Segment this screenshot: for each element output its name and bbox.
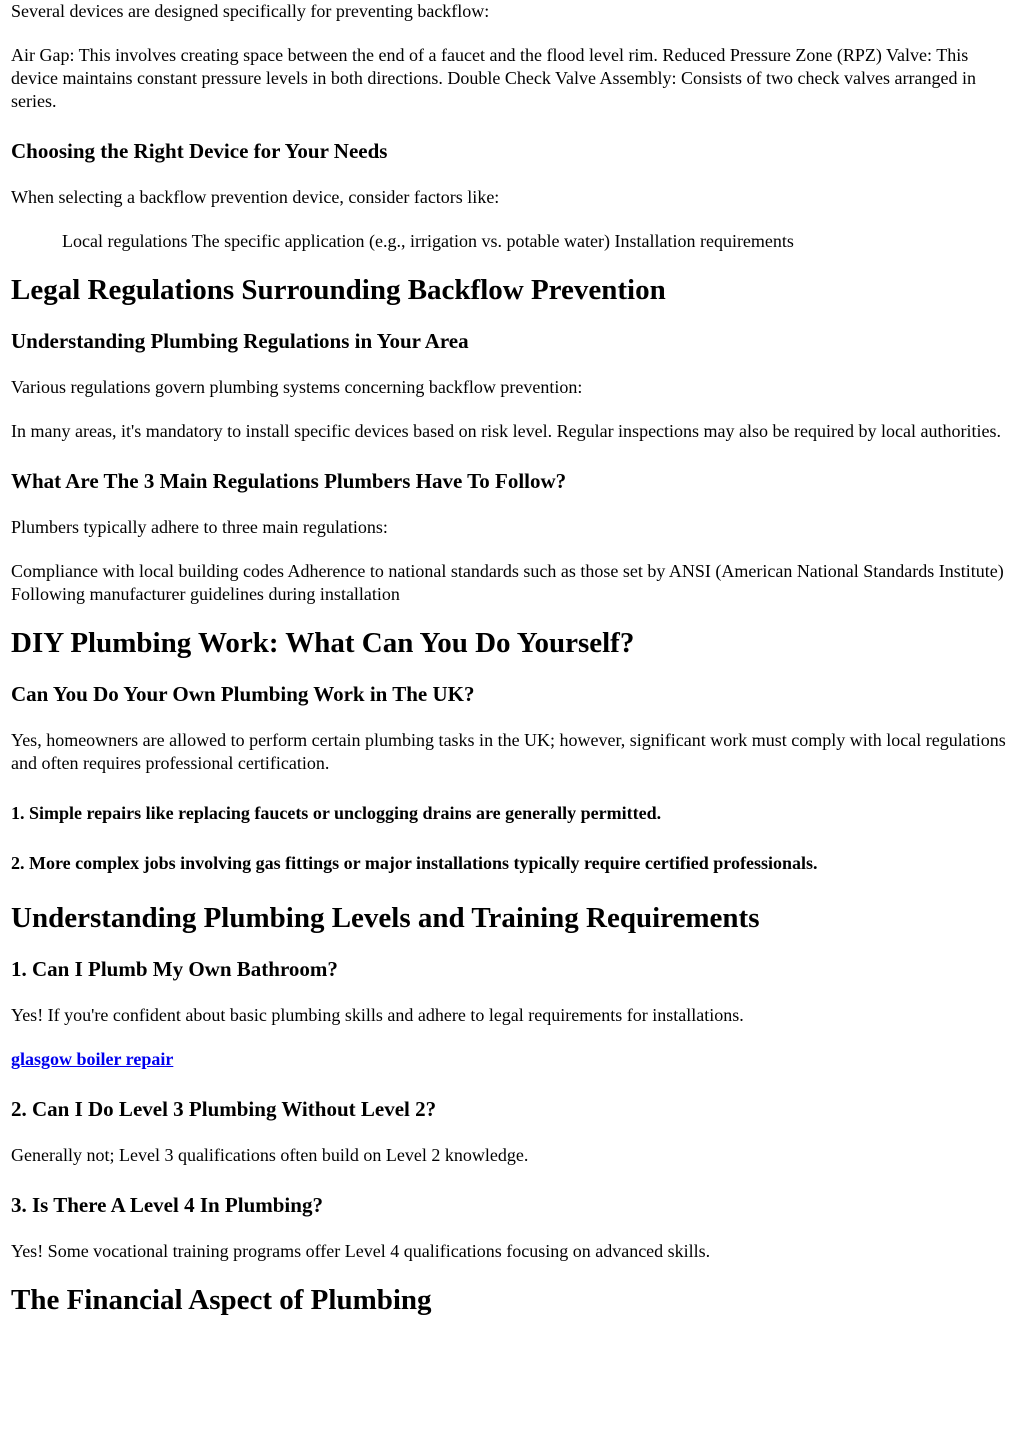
mandatory-paragraph: In many areas, it's mandatory to install specific devices based on risk level. Regular inspections may also be required by local authorities. xyxy=(11,421,1001,441)
q2-paragraph: Generally not; Level 3 qualifications often build on Level 2 knowledge. xyxy=(11,1145,529,1165)
understanding-heading: Understanding Plumbing Regulations in Your Area xyxy=(11,329,469,353)
financial-heading: The Financial Aspect of Plumbing xyxy=(11,1284,432,1316)
legal-heading: Legal Regulations Surrounding Backflow Prevention xyxy=(11,274,666,306)
link-paragraph xyxy=(11,1048,1013,1071)
levels-heading: Understanding Plumbing Levels and Training Requirements xyxy=(11,902,760,934)
diy-heading: DIY Plumbing Work: What Can You Do Yourself? xyxy=(11,627,635,659)
q1-heading: 1. Can I Plumb My Own Bathroom? xyxy=(11,957,338,981)
factors-list: Local regulations The specific application (e.g., irrigation vs. potable water) Installation requirements xyxy=(62,231,794,251)
simple-repairs-item: 1. Simple repairs like replacing faucets or unclogging drains are generally permitted. xyxy=(11,803,662,823)
devices-paragraph: Air Gap: This involves creating space between the end of a faucet and the flood level rim. Reduced Pressure Zone (RPZ) Valve: This device maintains constant pressure levels in both directions. Double Check Valve Assembly: Consists of two check valves arranged in series. xyxy=(11,45,976,111)
complex-jobs-item: 2. More complex jobs involving gas fittings or major installations typically require certified professionals. xyxy=(11,853,818,873)
compliance-paragraph: Compliance with local building codes Adherence to national standards such as those set by ANSI (American National Standards Institute) Following manufacturer guidelines during installation xyxy=(11,561,1004,604)
three-regulations-heading: What Are The 3 Main Regulations Plumbers Have To Follow? xyxy=(11,469,567,493)
intro-paragraph: Several devices are designed specifically for preventing backflow: xyxy=(11,1,490,21)
q3-paragraph: Yes! Some vocational training programs offer Level 4 qualifications focusing on advanced skills. xyxy=(11,1241,711,1261)
q3-heading: 3. Is There A Level 4 In Plumbing? xyxy=(11,1193,323,1217)
q2-heading: 2. Can I Do Level 3 Plumbing Without Level 2? xyxy=(11,1097,437,1121)
choosing-heading: Choosing the Right Device for Your Needs xyxy=(11,139,388,163)
choosing-paragraph: When selecting a backflow prevention device, consider factors like: xyxy=(11,187,500,207)
various-paragraph: Various regulations govern plumbing systems concerning backflow prevention: xyxy=(11,377,583,397)
glasgow-boiler-repair-link[interactable]: glasgow boiler repair xyxy=(11,1049,174,1069)
plumbers-paragraph: Plumbers typically adhere to three main regulations: xyxy=(11,517,388,537)
uk-heading: Can You Do Your Own Plumbing Work in The UK? xyxy=(11,682,475,706)
uk-paragraph: Yes, homeowners are allowed to perform certain plumbing tasks in the UK; however, significant work must comply with local regulations and often requires professional certification. xyxy=(11,730,1006,773)
q1-paragraph: Yes! If you're confident about basic plumbing skills and adhere to legal requirements for installations. xyxy=(11,1005,744,1025)
